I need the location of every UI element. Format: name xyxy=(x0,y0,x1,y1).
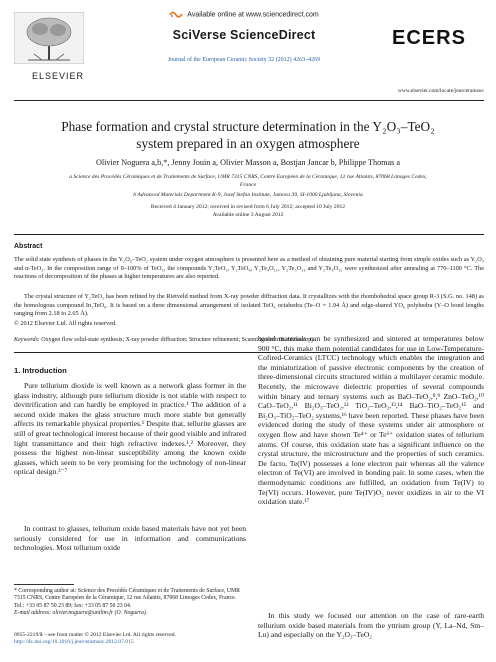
title-line-1: Phase formation and crystal structure determination in the Y₂O₃–TeO₂ xyxy=(61,119,435,134)
abstract-paragraph-1: The solid state synthesis of phases in the Y₂O₃–TeO₂ system under oxygen atmosphere is presented here as a method of obtaining pure material starting from simple oxides such as Y₂O₃ and α-TeO₂. In the composition range of 0–100% of TeO₂, the compounds Y₂TeO₅, Y₂TeO₆, Y₂Te₄O₁₁, Y₂Te₅O₁₃ and Y₂Te₆O₁₅ were synthesized after annealing at 770–1100 °C. The reactions of decomposition of the phases at higher temperatures are also reported. xyxy=(14,256,484,281)
keywords-list: Oxygen flow solid-state synthesis; X-ray powder diffraction; Structure refinement; Scanning electron microscopy xyxy=(41,337,315,343)
corresponding-author-text: * Corresponding author at: Science des Procédés Céramiques et de Traitements de Surface, UMR 7315 CNRS, Centre Européen de la Céramique, 12 rue Atlantis, 87068 Limoges Cedex, France. Tel.: +33 05 87 50 23 89; fax: +33 05 87 50 23 04. xyxy=(14,588,241,609)
affiliation-a-line-2: France xyxy=(239,181,257,188)
affiliation-a-line-1: a Science des Procédés Céramiques et de Traitements de Surface, UMR 7315 CNRS, Centre Européen de la Céramique, 12 rue Atlantis, 87068 Limoges Cedex, xyxy=(69,174,427,180)
journal-url[interactable]: www.elsevier.com/locate/jeurceramsoc xyxy=(397,88,484,94)
affiliation-a xyxy=(30,174,466,189)
available-date: Available online 3 August 2012 xyxy=(212,212,284,218)
affiliation-b: b Advanced Materials Department K-9, Jozef Stefan Institute, Jamova 39, SI-1000 Ljubljana, Slovenia xyxy=(133,192,363,198)
doi-link[interactable]: http://dx.doi.org/10.1016/j.jeurceramsoc.2012.07.015 xyxy=(14,639,134,646)
journal-header xyxy=(120,10,368,63)
abstract-heading: Abstract xyxy=(14,243,43,250)
ecers-logo-icon xyxy=(392,24,476,48)
title-line-2: system prepared in an oxygen atmosphere xyxy=(136,136,360,151)
right-paragraph-2: In this study we focused our attention on the case of rare-earth tellurium oxide based materials from the yttrium group (Y, La–Nd, Sm–Lu) and especially on the Y₂O₃–TeO₂ xyxy=(258,611,484,640)
intro-paragraph-2: In contrast to glasses, tellurium oxide based materials have not yet been seriously considered for use in information and communications technologies. Most tellurium oxide xyxy=(14,524,246,553)
elsevier-logo xyxy=(14,12,102,81)
intro-paragraph-1: Pure tellurium dioxide is well known as a network glass former in the glass industry, although pure tellurium dioxide is not stable with respect to devitrification and can hardly be employed in practice.¹ The addition of a second oxide makes the glass structure much more stable but generally affects its remarkable physical properties.¹ Despite that, tellurite glasses are still of great technological interest because of their good visible and infrared light transmittance and their high refractive indexes.¹,² Moreover, they possess the highest non-linear susceptibility among the known oxide glasses, which seem to be very promising for the technology of non-linear optical design.³⁻⁷ xyxy=(14,381,246,477)
article-title xyxy=(40,118,456,152)
ecers-logo xyxy=(392,24,476,48)
corresponding-author-footnote xyxy=(14,588,246,618)
right-column-text xyxy=(258,334,484,507)
elsevier-wordmark: ELSEVIER xyxy=(31,71,85,81)
abstract-paragraph-2: The crystal structure of Y₂TeO₅ has been refined by the Rietveld method from X-ray powder diffraction data. It crystallizes with the rhombohedral space group R-3 (S.G. no. 148) as the homologous compound In₂TeO₆. It is based on a three dimensional arrangement of isolated TeO₆ octahedra (Te–O = 1.94 Å) and edge-shared YO₆ polyhedra (Y–O bond lengths ranging from 2.18 to 2.65 Å). xyxy=(14,293,484,318)
abstract-copyright: © 2012 Elsevier Ltd. All rights reserved. xyxy=(14,320,117,327)
issn-line: 0955-2219/$ – see front matter © 2012 Elsevier Ltd. All rights reserved. xyxy=(14,632,176,638)
sciencedirect-icon xyxy=(169,10,183,19)
author-email[interactable]: E-mail address: olivier.noguera@unilim.fr (O. Noguera). xyxy=(14,610,148,617)
author-list: Olivier Noguera a,b,*, Jenny Jouin a, Olivier Masson a, Bostjan Jancar b, Philippe Thomas a xyxy=(95,158,401,167)
ecers-logo-text: ECERS xyxy=(392,27,466,48)
platform-name: SciVerse ScienceDirect xyxy=(172,28,316,42)
elsevier-tree-icon xyxy=(14,12,84,64)
available-online-text[interactable]: Available online at www.sciencedirect.com xyxy=(187,11,319,19)
header-divider xyxy=(14,100,484,101)
right-paragraph-1: based materials can be synthesized and sintered at temperatures below 900 °C, this make them potential candidates for use in Low-Temperature-Cofired-Ceramics (LTCC) technology which enables the integration and the miniaturization of passive electronic components by the creation of three-dimensional circuits structured within a multilayer ceramic module. Recently, the microwave dielectric properties of several compounds within binary and ternary systems such as BaO–TeO₂,⁸,⁹ ZnO–TeO₂,¹⁰ CaO–TeO₂,¹¹ Bi₂O₃–TeO₂,¹² TiO₂–TeO₂,¹³,¹⁴ BaO–TiO₂–TeO₂¹⁵ and Bi₂O₃–TiO₂–TeO₂ systems,¹⁶ have been reported. These phases have been evidenced during the study of these systems under air atmosphere or oxygen flow and have shown Te⁴⁺ or Te⁶⁺ oxidation states of tellurium atoms. Of course, this oxidation state has a significant influence on the crystal structure, the microstructure and the properties of such ceramics. De facto, Te(IV) possesses a lone electron pair whereas all the valence electron of Te(VI) are involved in bonding pair. In some cases, when the thermodynamic conditions are fulfilled, an oxidation from Te(IV) to Te(VI) occurs. However, pure Te(IV)O₂ never oxidizes in air to the VI oxidation state.¹⁷ xyxy=(258,334,484,507)
section-heading-introduction: 1. Introduction xyxy=(14,366,67,375)
journal-reference[interactable]: Journal of the European Ceramic Society 32 (2012) 4263–4269 xyxy=(167,57,321,63)
abstract-top-divider xyxy=(14,234,484,235)
publication-info xyxy=(14,632,246,646)
keywords-label: Keywords: xyxy=(14,337,40,343)
footnote-divider xyxy=(14,584,74,585)
received-dates: Received 4 January 2012; received in revised form 6 July 2012; accepted 10 July 2012 xyxy=(150,204,346,210)
available-online-line xyxy=(120,10,368,19)
